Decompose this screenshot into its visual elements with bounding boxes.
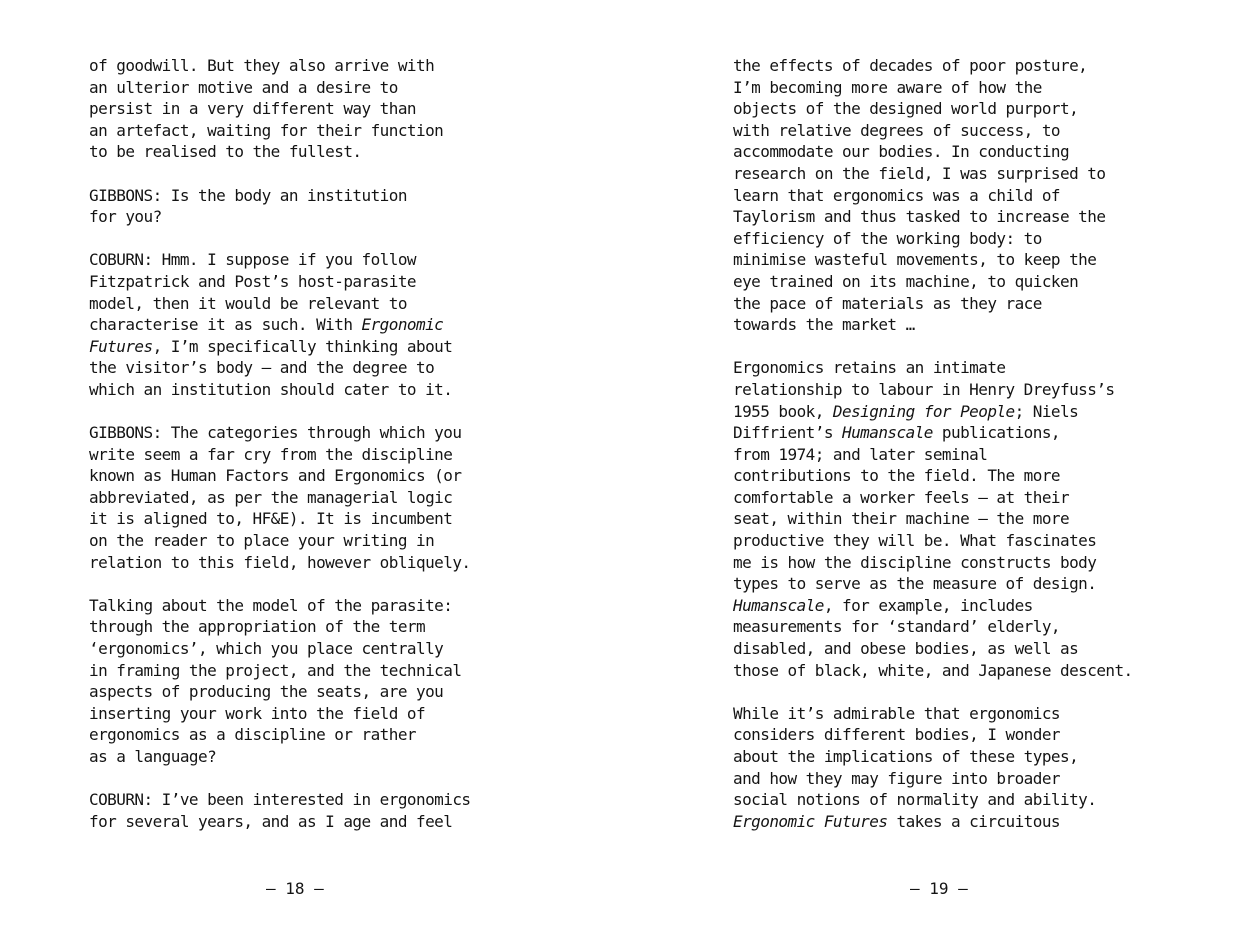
text-line: Fitzpatrick and Post’s host-parasite bbox=[89, 271, 416, 291]
right-text-column bbox=[733, 55, 1203, 854]
text-line: an ulterior motive and a desire to bbox=[89, 77, 398, 97]
text-line: ergonomics as a discipline or rather bbox=[89, 725, 416, 745]
paragraph bbox=[89, 789, 549, 832]
text-line: aspects of producing the seats, are you bbox=[89, 682, 444, 702]
text-line bbox=[733, 595, 1203, 617]
text-line: COBURN: Hmm. I suppose if you follow bbox=[89, 250, 416, 270]
text-line: the effects of decades of poor posture, bbox=[733, 56, 1088, 75]
text-line bbox=[733, 422, 1203, 444]
text-line: considers different bodies, I wonder bbox=[733, 725, 1060, 745]
text-line: and how they may figure into broader bbox=[733, 768, 1060, 788]
paragraph bbox=[89, 595, 549, 768]
text-line: minimise wasteful movements, to keep the bbox=[733, 250, 1097, 270]
text-run: takes a circuitous bbox=[887, 811, 1060, 831]
italic-title: Ergonomic Futures bbox=[733, 811, 888, 831]
text-line: GIBBONS: Is the body an institution bbox=[89, 185, 407, 205]
text-line: research on the field, I was surprised to bbox=[733, 163, 1106, 183]
text-line: GIBBONS: The categories through which you bbox=[89, 423, 462, 443]
paragraph bbox=[89, 422, 549, 573]
text-line: those of black, white, and Japanese descent. bbox=[733, 660, 1133, 680]
text-line: towards the market … bbox=[733, 315, 915, 335]
text-run: , I’m specifically thinking about bbox=[152, 336, 453, 356]
text-line: seat, within their machine — the more bbox=[733, 509, 1070, 529]
text-line: Ergonomics retains an intimate bbox=[733, 358, 1006, 378]
text-line: relation to this field, however obliquely. bbox=[89, 552, 471, 572]
text-line: persist in a very different way than bbox=[89, 99, 416, 119]
text-line bbox=[89, 314, 549, 336]
italic-title: Futures bbox=[89, 336, 153, 356]
text-line: COBURN: I’ve been interested in ergonomics bbox=[89, 790, 471, 810]
italic-title: Humanscale bbox=[842, 423, 933, 443]
text-line: disabled, and obese bodies, as well as bbox=[733, 639, 1079, 659]
text-line: I’m becoming more aware of how the bbox=[733, 77, 1042, 97]
text-line: relationship to labour in Henry Dreyfuss’s bbox=[733, 379, 1115, 399]
text-line: for several years, and as I age and feel bbox=[89, 811, 453, 831]
page-number: — 19 — bbox=[910, 879, 968, 898]
text-line: Talking about the model of the parasite: bbox=[89, 595, 453, 615]
text-line: the visitor’s body — and the degree to bbox=[89, 358, 435, 378]
text-run: 1955 book, bbox=[733, 401, 833, 421]
text-line bbox=[89, 336, 549, 358]
text-line: with relative degrees of success, to bbox=[733, 120, 1060, 140]
text-line: measurements for ‘standard’ elderly, bbox=[733, 617, 1060, 637]
text-line: eye trained on its machine, to quicken bbox=[733, 271, 1079, 291]
text-line: the pace of materials as they race bbox=[733, 293, 1042, 313]
paragraph bbox=[89, 55, 549, 163]
text-line: me is how the discipline constructs body bbox=[733, 552, 1097, 572]
text-run: ; Niels bbox=[1014, 401, 1079, 421]
italic-title: Designing for People bbox=[832, 401, 1015, 421]
text-line: efficiency of the working body: to bbox=[733, 228, 1042, 248]
text-line: in framing the project, and the technical bbox=[89, 660, 462, 680]
text-run: characterise it as such. With bbox=[89, 315, 362, 335]
text-line: which an institution should cater to it. bbox=[89, 379, 453, 399]
text-line: to be realised to the fullest. bbox=[89, 142, 362, 162]
text-line: productive they will be. What fascinates bbox=[733, 531, 1097, 551]
paragraph bbox=[733, 357, 1203, 681]
paragraph bbox=[89, 185, 549, 228]
text-line: model, then it would be relevant to bbox=[89, 293, 407, 313]
text-line: it is aligned to, HF&E). It is incumbent bbox=[89, 509, 453, 529]
text-run: , for example, includes bbox=[823, 595, 1033, 615]
paragraph bbox=[89, 249, 549, 400]
text-run: publications, bbox=[932, 423, 1061, 443]
text-line: social notions of normality and ability. bbox=[733, 790, 1097, 810]
left-text-column bbox=[89, 55, 549, 854]
text-line: objects of the designed world purport, bbox=[733, 99, 1079, 119]
italic-title: Ergonomic bbox=[361, 315, 444, 335]
page-number: — 18 — bbox=[266, 879, 324, 898]
italic-title: Humanscale bbox=[733, 595, 824, 615]
text-line: contributions to the field. The more bbox=[733, 466, 1060, 486]
text-line: known as Human Factors and Ergonomics (or bbox=[89, 466, 462, 486]
text-line: types to serve as the measure of design. bbox=[733, 574, 1097, 594]
text-line: through the appropriation of the term bbox=[89, 617, 426, 637]
text-run: Diffrient’s bbox=[733, 423, 842, 443]
text-line: accommodate our bodies. In conducting bbox=[733, 142, 1070, 162]
text-line: from 1974; and later seminal bbox=[733, 444, 988, 464]
paragraph bbox=[733, 703, 1203, 833]
text-line: While it’s admirable that ergonomics bbox=[733, 703, 1060, 723]
text-line: of goodwill. But they also arrive with bbox=[89, 56, 435, 75]
right-page bbox=[620, 0, 1240, 933]
text-line: as a language? bbox=[89, 747, 217, 766]
text-line: write seem a far cry from the discipline bbox=[89, 444, 453, 464]
text-line: ‘ergonomics’, which you place centrally bbox=[89, 639, 444, 659]
text-line bbox=[733, 401, 1203, 423]
text-line: inserting your work into the field of bbox=[89, 703, 426, 723]
text-line bbox=[733, 811, 1203, 833]
text-line: abbreviated, as per the managerial logic bbox=[89, 487, 453, 507]
text-line: Taylorism and thus tasked to increase the bbox=[733, 207, 1106, 227]
text-line: for you? bbox=[89, 207, 162, 227]
paragraph bbox=[733, 55, 1203, 336]
text-line: on the reader to place your writing in bbox=[89, 531, 435, 551]
text-line: about the implications of these types, bbox=[733, 747, 1079, 766]
text-line: an artefact, waiting for their function bbox=[89, 120, 444, 140]
text-line: learn that ergonomics was a child of bbox=[733, 185, 1060, 205]
text-line: comfortable a worker feels — at their bbox=[733, 487, 1070, 507]
